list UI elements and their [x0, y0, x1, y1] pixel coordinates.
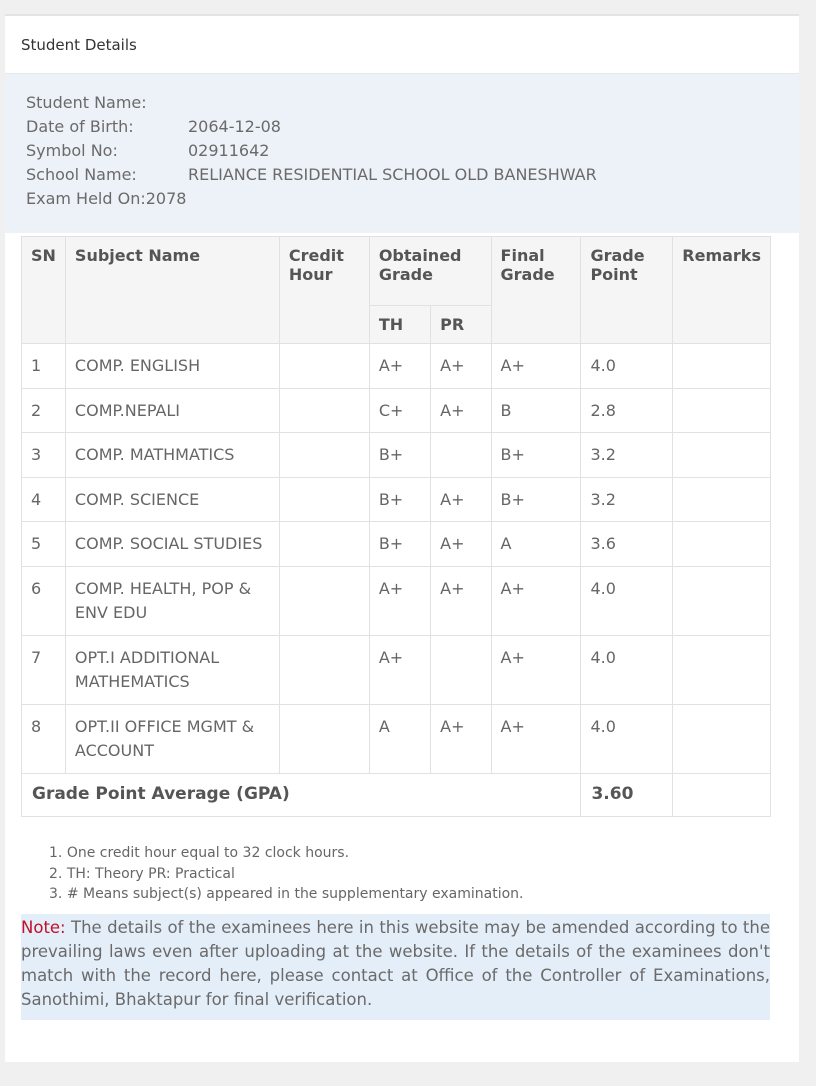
cell-final: A+	[491, 635, 581, 704]
cell-sn: 4	[22, 477, 66, 522]
footnotes	[49, 843, 523, 905]
cell-credit	[279, 522, 369, 567]
table-row	[22, 566, 771, 635]
panel-title: Student Details	[5, 16, 799, 74]
cell-remarks	[673, 704, 771, 773]
cell-pr: A+	[431, 477, 491, 522]
header-obtained: Obtained Grade	[369, 237, 491, 306]
cell-final: A+	[491, 566, 581, 635]
cell-sn: 1	[22, 344, 66, 389]
cell-credit	[279, 344, 369, 389]
cell-sn: 8	[22, 704, 66, 773]
cell-pr	[431, 635, 491, 704]
cell-final: B+	[491, 433, 581, 478]
cell-sn: 5	[22, 522, 66, 567]
cell-th: A+	[369, 566, 430, 635]
student-name-label: Student Name:	[26, 93, 147, 112]
cell-credit	[279, 635, 369, 704]
table-row	[22, 704, 771, 773]
gpa-row	[22, 773, 771, 816]
footnote-item: 1. One credit hour equal to 32 clock hours.	[49, 845, 350, 861]
header-subject: Subject Name	[65, 237, 279, 344]
cell-point: 4.0	[581, 344, 673, 389]
symbol-value: 02911642	[188, 141, 270, 160]
symbol-row	[26, 139, 778, 163]
cell-th: B+	[369, 522, 430, 567]
cell-pr: A+	[431, 388, 491, 433]
header-pr: PR	[431, 306, 491, 344]
cell-pr	[431, 433, 491, 478]
school-label: School Name:	[26, 165, 137, 184]
cell-point: 3.2	[581, 477, 673, 522]
cell-final: A+	[491, 704, 581, 773]
header-th: TH	[369, 306, 430, 344]
cell-remarks	[673, 477, 771, 522]
cell-credit	[279, 433, 369, 478]
cell-point: 4.0	[581, 704, 673, 773]
cell-subject: COMP. SOCIAL STUDIES	[65, 522, 279, 567]
cell-th: A	[369, 704, 430, 773]
cell-remarks	[673, 433, 771, 478]
cell-point: 4.0	[581, 566, 673, 635]
cell-subject: OPT.I ADDITIONAL MATHEMATICS	[65, 635, 279, 704]
cell-pr: A+	[431, 522, 491, 567]
cell-sn: 7	[22, 635, 66, 704]
cell-th: A+	[369, 344, 430, 389]
cell-pr: A+	[431, 344, 491, 389]
note-text: The details of the examinees here in this website may be amended according to the prevailing laws even after uploading at the website. If the details of the examinees don't match with the record here, please contact at Office of the Controller of Examinations, Sanothimi, Bhaktapur for final verification.	[21, 918, 770, 1009]
cell-subject: OPT.II OFFICE MGMT & ACCOUNT	[65, 704, 279, 773]
cell-remarks	[673, 522, 771, 567]
cell-credit	[279, 704, 369, 773]
cell-th: A+	[369, 635, 430, 704]
cell-remarks	[673, 388, 771, 433]
cell-th: B+	[369, 477, 430, 522]
gpa-label: Grade Point Average (GPA)	[22, 773, 581, 816]
cell-pr: A+	[431, 566, 491, 635]
table-row	[22, 433, 771, 478]
cell-final: A	[491, 522, 581, 567]
table-row	[22, 522, 771, 567]
cell-point: 4.0	[581, 635, 673, 704]
cell-subject: COMP. SCIENCE	[65, 477, 279, 522]
cell-point: 3.6	[581, 522, 673, 567]
cell-credit	[279, 388, 369, 433]
cell-sn: 3	[22, 433, 66, 478]
footnote-item: 3. # Means subject(s) appeared in the supplementary examination.	[49, 886, 524, 902]
cell-subject: COMP. MATHMATICS	[65, 433, 279, 478]
footnote-item: 2. TH: Theory PR: Practical	[49, 865, 235, 882]
cell-remarks	[673, 344, 771, 389]
dob-row	[26, 115, 778, 139]
cell-th: C+	[369, 388, 430, 433]
cell-final: B	[491, 388, 581, 433]
cell-point: 3.2	[581, 433, 673, 478]
student-name-row	[26, 91, 778, 115]
table-row	[22, 477, 771, 522]
school-row	[26, 163, 778, 187]
header-credit: Credit Hour	[279, 237, 369, 344]
exam-row	[26, 187, 778, 211]
header-final: Final Grade	[491, 237, 581, 344]
table-row	[22, 344, 771, 389]
note-label: Note:	[21, 918, 66, 937]
header-point: Grade Point	[581, 237, 673, 344]
header-remarks: Remarks	[673, 237, 771, 344]
gpa-value: 3.60	[581, 773, 673, 816]
exam-value: 2078	[145, 189, 187, 208]
cell-credit	[279, 566, 369, 635]
cell-credit	[279, 477, 369, 522]
cell-subject: COMP. ENGLISH	[65, 344, 279, 389]
cell-remarks	[673, 635, 771, 704]
table-row	[22, 388, 771, 433]
exam-label: Exam Held On:	[26, 189, 146, 208]
cell-remarks	[673, 566, 771, 635]
school-value: RELIANCE RESIDENTIAL SCHOOL OLD BANESHWAR	[188, 165, 597, 184]
table-row	[22, 635, 771, 704]
cell-pr: A+	[431, 704, 491, 773]
dob-value: 2064-12-08	[188, 117, 281, 136]
cell-subject: COMP. HEALTH, POP & ENV EDU	[65, 566, 279, 635]
symbol-label: Symbol No:	[26, 141, 118, 160]
cell-th: B+	[369, 433, 430, 478]
student-info	[5, 74, 799, 233]
cell-final: A+	[491, 344, 581, 389]
cell-sn: 2	[22, 388, 66, 433]
cell-final: B+	[491, 477, 581, 522]
cell-subject: COMP.NEPALI	[65, 388, 279, 433]
result-table	[21, 236, 771, 817]
cell-point: 2.8	[581, 388, 673, 433]
gpa-remarks	[673, 773, 771, 816]
header-sn: SN	[22, 237, 66, 344]
note-box	[21, 914, 770, 1020]
dob-label: Date of Birth:	[26, 117, 134, 136]
cell-sn: 6	[22, 566, 66, 635]
